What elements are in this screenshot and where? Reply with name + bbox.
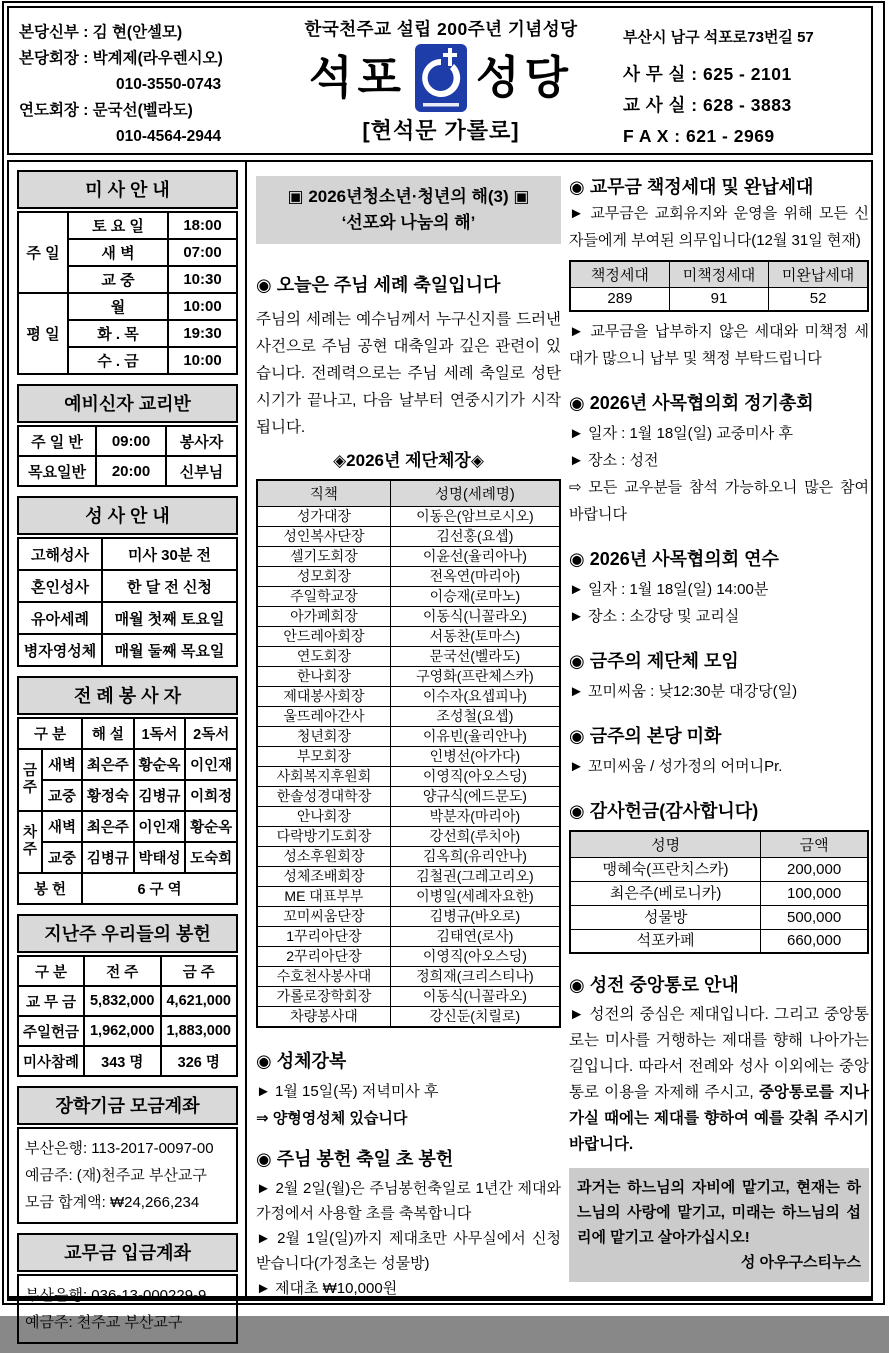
table-row: 안나회장 박분자(마리아) xyxy=(257,807,560,827)
training-heading: ◉ 2026년 사목협의회 연수 xyxy=(569,548,779,569)
text-line: ► 꼬미씨움 : 낮12:30분 대강당(일) xyxy=(569,682,798,700)
beautification-lines xyxy=(569,753,869,780)
table-row: 병자영성체 매월 둘째 목요일 xyxy=(18,634,237,666)
church-name-right: 성당 xyxy=(476,52,573,103)
table-row: 목요일반 20:00 신부님 xyxy=(18,456,237,486)
table-row: 2꾸리아단장 이영직(아오스딩) xyxy=(257,947,560,967)
text-line: ► 일자 : 1월 18일(일) 교중미사 후 xyxy=(569,424,793,442)
servers-table xyxy=(17,717,238,905)
table-row: 교중 김병규 박태성 도숙희 xyxy=(18,842,237,873)
office-phone: 사 무 실 : 625 - 2101 xyxy=(623,64,792,84)
table-row: 구 분 전 주 금 주 xyxy=(18,956,237,986)
table-row: 교중 황정숙 김병규 이희정 xyxy=(18,780,237,811)
section-liturgical-servers xyxy=(17,676,238,905)
table-row: 성가대장 이동은(암브로시오) xyxy=(257,507,560,527)
table-row: 한나회장 구영화(프란체스카) xyxy=(257,667,560,687)
column-divider xyxy=(245,162,247,1296)
table-row: 한솔성경대학장 양규식(에드문도) xyxy=(257,787,560,807)
baptism-body: 주님의 세례는 예수님께서 누구신지를 드러낸 사건으로 주님 공현 대축일과 깊은 관련이 있습니다. 전례력으로는 주님 세례 축일로 성탄시기가 끝나고, 다음 날부터 연중시기가 시작됩니다. xyxy=(256,311,561,436)
table-row: 주일학교장 이승재(로마노) xyxy=(257,587,560,607)
council-chair-phone: 010-3550-0743 xyxy=(116,76,222,93)
right-column xyxy=(569,162,869,1282)
quote-text: 과거는 하느님의 자비에 맡기고, 현재는 하느님의 사랑에 맡기고, 미래는 하느님의 섭리에 맡기고 살아가십시오! xyxy=(577,1179,861,1246)
text-line: ► 꼬미씨움 / 성가정의 어머니Pr. xyxy=(569,757,783,775)
table-row: 다락방기도회장 강선희(루치아) xyxy=(257,827,560,847)
table-row: 주일헌금 1,962,000 1,883,000 xyxy=(18,1016,237,1046)
text-line: ► 제대초 ₩10,000원 xyxy=(256,1280,398,1297)
catechism-table xyxy=(17,425,238,487)
table-row: 사회복지후원회 이영직(아오스딩) xyxy=(257,767,560,787)
table-row: 화 . 목 19:30 xyxy=(18,320,237,347)
benediction-heading: ◉ 성체강복 xyxy=(256,1051,347,1071)
thanksgiving-heading: ◉ 감사헌금(감사합니다) xyxy=(569,800,759,821)
table-row: 1꾸리아단장 김태연(로사) xyxy=(257,927,560,947)
section-last-week-offering xyxy=(17,914,238,1077)
fax-number: F A X : 621 - 2969 xyxy=(623,126,775,146)
group-meeting-lines xyxy=(569,678,869,705)
table-row: 울뜨레아간사 조성철(요셉) xyxy=(257,707,560,727)
table-row: 성물방 500,000 xyxy=(570,905,868,929)
table-row: 차주 새벽 최은주 이인재 황순옥 xyxy=(18,811,237,842)
church-subtitle: 한국천주교 설립 200주년 기념성당 xyxy=(304,19,578,39)
table-row: 봉 헌 6 구 역 xyxy=(18,873,237,904)
text-line: ⇨ 모든 교우분들 참석 가능하오니 많은 참여 바랍니다 xyxy=(569,478,869,523)
table-row: 성체조배회장 김철권(그레고리오) xyxy=(257,867,560,887)
yeondo-chair-phone: 010-4564-2944 xyxy=(116,128,222,145)
text-line: ► 장소 : 성전 xyxy=(569,451,659,469)
text-line: ► 일자 : 1월 18일(일) 14:00분 xyxy=(569,580,769,598)
table-header-row: 책정세대 미책정세대 미완납세대 xyxy=(570,261,868,288)
table-row: 교 중 10:30 xyxy=(18,266,237,293)
table-row: 성소후원회장 김옥희(유리안나) xyxy=(257,847,560,867)
aisle-heading: ◉ 성전 중앙통로 안내 xyxy=(569,975,739,995)
table-row: 수호천사봉사대 정희재(크리스티나) xyxy=(257,967,560,987)
text-line: 예금주: (재)천주교 부산교구 xyxy=(25,1167,207,1184)
dues-account-box xyxy=(17,1274,238,1344)
section-catechism xyxy=(17,384,238,487)
dues-heading: ◉ 교무금 책정세대 및 완납세대 xyxy=(569,177,814,197)
table-row: 부모회장 인병선(아가다) xyxy=(257,747,560,767)
church-address: 부산시 남구 석포로73번길 57 xyxy=(623,29,814,46)
mass-info-title: 미 사 안 내 xyxy=(17,170,238,209)
table-row: 교 무 금 5,832,000 4,621,000 xyxy=(18,986,237,1016)
scholarship-title: 장학기금 모금계좌 xyxy=(17,1086,238,1125)
table-row: 주 일 반 09:00 봉사자 xyxy=(18,426,237,456)
table-row: 성모회장 전옥연(마리아) xyxy=(257,567,560,587)
table-row: 유아세례 매월 첫째 토요일 xyxy=(18,602,237,634)
general-meeting-lines xyxy=(569,420,869,528)
table-row: 아가페회장 이동식(니꼴라오) xyxy=(257,607,560,627)
table-row: 고해성사 미사 30분 전 xyxy=(18,538,237,570)
table-row: 꼬미씨움단장 김병규(바오로) xyxy=(257,907,560,927)
beautification-heading: ◉ 금주의 본당 미화 xyxy=(569,725,722,746)
text-line: 부산은행: 113-2017-0097-00 xyxy=(25,1140,214,1157)
table-row: 최은주(베로니카) 100,000 xyxy=(570,881,868,905)
general-meeting-heading: ◉ 2026년 사목협의회 정기총회 xyxy=(569,392,814,413)
dues-account-title: 교무금 입금계좌 xyxy=(17,1233,238,1272)
aisle-body-bold: 중앙통로를 지나가실 때에는 제대를 향하여 예를 갖춰 주시기 바랍니다. xyxy=(569,1084,869,1153)
dues-table xyxy=(569,260,869,312)
table-row: 제대봉사회장 이수자(요셉피나) xyxy=(257,687,560,707)
text-line: 예금주: 천주교 부산교구 xyxy=(25,1314,183,1331)
church-name-left: 석포 xyxy=(309,52,406,103)
section-scholarship-account xyxy=(17,1086,238,1224)
text-line: 모금 합계액: ₩24,266,234 xyxy=(25,1194,200,1211)
candle-offering-lines xyxy=(256,1176,561,1301)
sacraments-table xyxy=(17,537,238,667)
table-row: 셀기도회장 이윤선(율리아나) xyxy=(257,547,560,567)
section-sacraments xyxy=(17,496,238,667)
table-row: 평 일 월 10:00 xyxy=(18,293,237,320)
training-lines xyxy=(569,576,869,630)
table-row: 맹혜숙(프란치스카) 200,000 xyxy=(570,857,868,881)
middle-column xyxy=(256,162,561,1301)
group-meeting-heading: ◉ 금주의 제단체 모임 xyxy=(569,650,739,671)
leaders-table xyxy=(256,479,561,1028)
table-row: 연도회장 문국선(벨라도) xyxy=(257,647,560,667)
dues-outro: ► 교무금을 납부하지 않은 세대와 미책정 세대가 많으니 납부 및 책정 부탁드립니다 xyxy=(569,322,869,367)
classroom-phone: 교 사 실 : 628 - 3883 xyxy=(623,95,792,115)
pastor-line: 본당신부 : 김 현(안셀모) xyxy=(19,24,183,41)
bulletin-content xyxy=(7,160,873,1331)
yeondo-chair-line: 연도회장 : 문국선(벨라도) xyxy=(19,102,193,119)
contact-info xyxy=(623,26,871,152)
candle-offering-heading: ◉ 주님 봉헌 축일 초 봉헌 xyxy=(256,1149,454,1169)
council-chair-line: 본당회장 : 박계제(라우렌시오) xyxy=(19,50,223,67)
text-line: ► 2월 1일(일)까지 제대초만 사무실에서 신청 받습니다(가정초는 성물방) xyxy=(256,1230,561,1272)
text-line: ► 1월 15일(목) 저녁미사 후 xyxy=(256,1083,439,1100)
left-column xyxy=(17,170,238,1353)
quote-author: 성 아우구스티누스 xyxy=(740,1254,861,1271)
text-line: ⇒ 양형영성체 있습니다 xyxy=(256,1110,408,1127)
saint-quote-box xyxy=(569,1168,869,1282)
table-row: 청년회장 이유빈(율리안나) xyxy=(257,727,560,747)
last-week-title: 지난주 우리들의 봉헌 xyxy=(17,914,238,953)
table-row: 주 일 토 요 일 18:00 xyxy=(18,212,237,239)
bulletin-header xyxy=(7,6,873,155)
table-row: 안드레아회장 서동찬(토마스) xyxy=(257,627,560,647)
table-header-row: 직책 성명(세례명) xyxy=(257,480,560,507)
dues-intro: ► 교무금은 교회유지와 운영을 위해 모든 신자들에게 부여된 의무입니다(12월 31일 현재) xyxy=(569,205,869,249)
church-title-row xyxy=(261,44,621,112)
scholarship-account-box xyxy=(17,1127,238,1224)
year-theme-banner xyxy=(256,176,561,244)
table-row: 새 벽 07:00 xyxy=(18,239,237,266)
table-row: 구 분 해 설 1독서 2독서 xyxy=(18,718,237,749)
year-theme-line2: ‘선포와 나눔의 해’ xyxy=(341,213,476,232)
last-week-table xyxy=(17,955,238,1077)
patron-saint: [현석문 가롤로] xyxy=(362,118,520,143)
section-dues-account xyxy=(17,1233,238,1344)
servers-title: 전 례 봉 사 자 xyxy=(17,676,238,715)
thanksgiving-table xyxy=(569,830,869,955)
table-row: 차량봉사대 강신둔(치릴로) xyxy=(257,1007,560,1028)
mass-schedule-table xyxy=(17,211,238,375)
church-logo-icon xyxy=(415,44,467,112)
year-theme-line1: ▣ 2026년청소년·청년의 해(3) ▣ xyxy=(287,187,530,206)
table-row: 미사참례 343 명 326 명 xyxy=(18,1046,237,1076)
catechism-title: 예비신자 교리반 xyxy=(17,384,238,423)
table-row: 가롤로장학회장 이동식(니꼴라오) xyxy=(257,987,560,1007)
section-mass-info xyxy=(17,170,238,375)
table-row: 석포카페 660,000 xyxy=(570,929,868,953)
table-row: ME 대표부부 이병일(세례자요한) xyxy=(257,887,560,907)
aisle-body-normal: ► 성전의 중심은 제대입니다. 그리고 중앙통로는 미사를 거행하는 제대를 향해 나아가는 길입니다. 따라서 전례와 성사 이외에는 중앙통로 이용을 자제해 주시고, xyxy=(569,1006,869,1101)
table-row: 금주 새벽 최은주 황순옥 이인재 xyxy=(18,749,237,780)
table-row: 혼인성사 한 달 전 신청 xyxy=(18,570,237,602)
text-line: 부산은행: 036-13-000229-9 xyxy=(25,1287,207,1304)
sacraments-title: 성 사 안 내 xyxy=(17,496,238,535)
text-line: ► 2월 2일(월)은 주님봉헌축일로 1년간 제대와 가정에서 사용할 초를 축복합니다 xyxy=(256,1180,561,1222)
table-header-row: 성명 금액 xyxy=(570,831,868,858)
leaders-title: ◈2026년 제단체장◈ xyxy=(333,451,484,470)
clergy-info xyxy=(19,20,263,150)
table-row: 성인복사단장 김선홍(요셉) xyxy=(257,527,560,547)
church-title-block xyxy=(261,16,621,145)
table-row: 289 91 52 xyxy=(570,288,868,311)
text-line: ► 장소 : 소강당 및 교리실 xyxy=(569,607,740,625)
baptism-heading: ◉ 오늘은 주님 세례 축일입니다 xyxy=(256,275,501,295)
table-row: 수 . 금 10:00 xyxy=(18,347,237,374)
aisle-body xyxy=(569,1002,869,1158)
benediction-lines xyxy=(256,1078,561,1132)
